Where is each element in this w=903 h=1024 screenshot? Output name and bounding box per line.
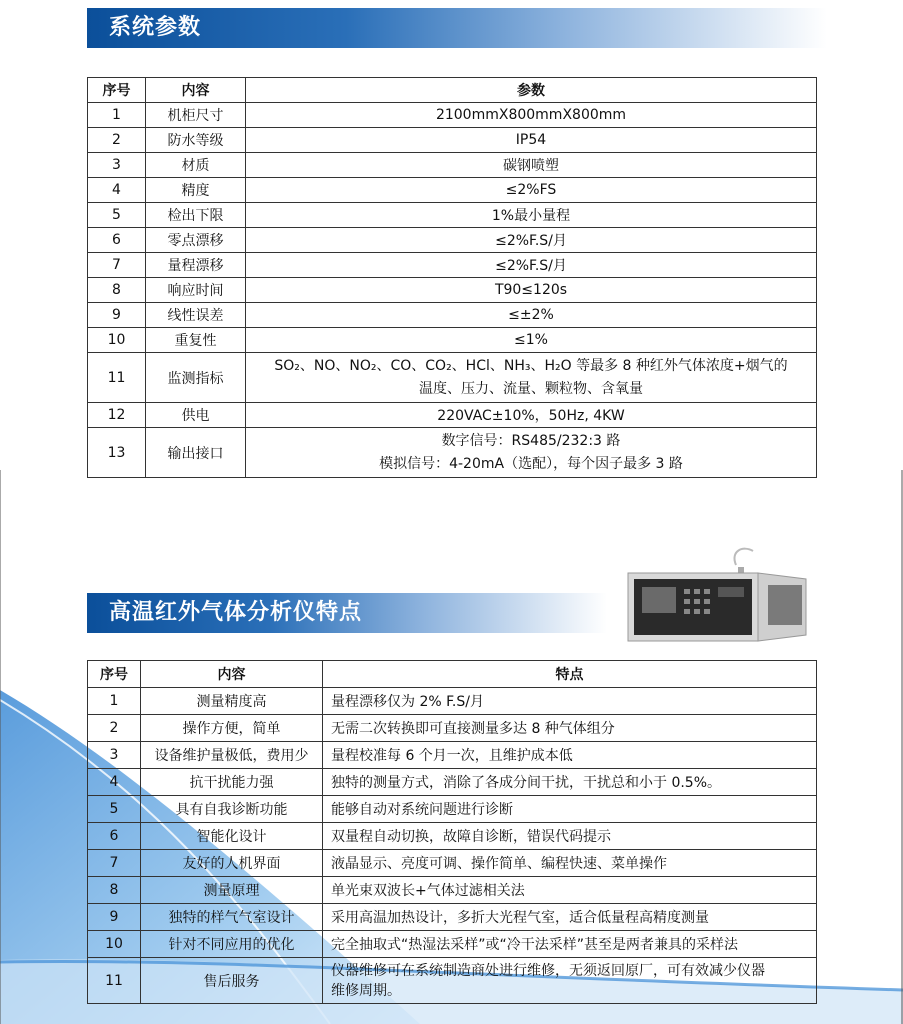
- row-item: 智能化设计: [141, 823, 323, 850]
- row-no: 2: [88, 128, 146, 153]
- row-value: ≤1%: [246, 328, 817, 353]
- row-item: 测量原理: [141, 877, 323, 904]
- row-value: ≤2%F.S/月: [246, 228, 817, 253]
- row-no: 5: [88, 796, 141, 823]
- row-value-line1: 数字信号：RS485/232:3 路: [441, 432, 621, 449]
- row-feature: 独特的测量方式，消除了各成分间干扰，干扰总和小于 0.5%。: [323, 769, 817, 796]
- row-feature: 能够自动对系统问题进行诊断: [323, 796, 817, 823]
- table-row: [88, 850, 817, 877]
- table-row: [88, 328, 817, 353]
- row-item: 测量精度高: [141, 688, 323, 715]
- table-row: [88, 742, 817, 769]
- row-feature: 量程校准每 6 个月一次，且维护成本低: [323, 742, 817, 769]
- row-feature: 无需二次转换即可直接测量多达 8 种气体组分: [323, 715, 817, 742]
- row-item: 友好的人机界面: [141, 850, 323, 877]
- header-item: 内容: [141, 661, 323, 688]
- table-row: [88, 428, 817, 478]
- row-feature: 采用高温加热设计，多折大光程气室，适合低量程高精度测量: [323, 904, 817, 931]
- row-item: 具有自我诊断功能: [141, 796, 323, 823]
- table-row: [88, 303, 817, 328]
- row-no: 6: [88, 228, 146, 253]
- table-row: [88, 253, 817, 278]
- row-feature: [323, 958, 817, 1004]
- row-value: T90≤120s: [246, 278, 817, 303]
- row-item: 设备维护量极低，费用少: [141, 742, 323, 769]
- row-item: 供电: [146, 403, 246, 428]
- row-no: 7: [88, 253, 146, 278]
- row-feature: 液晶显示、亮度可调、操作简单、编程快速、菜单操作: [323, 850, 817, 877]
- row-item: 量程漂移: [146, 253, 246, 278]
- table-row: [88, 153, 817, 178]
- table-row: [88, 769, 817, 796]
- row-item: 防水等级: [146, 128, 246, 153]
- row-value: 碳钢喷塑: [246, 153, 817, 178]
- row-no: 1: [88, 688, 141, 715]
- row-item: 线性误差: [146, 303, 246, 328]
- row-feature-line1: 仪器维修可在系统制造商处进行维修，无须返回原厂，可有效减少仪器: [331, 962, 765, 979]
- table-row: [88, 688, 817, 715]
- row-item: 售后服务: [141, 958, 323, 1004]
- row-no: 10: [88, 328, 146, 353]
- row-value: ≤2%F.S/月: [246, 253, 817, 278]
- row-item: 抗干扰能力强: [141, 769, 323, 796]
- table-row: [88, 278, 817, 303]
- section1-banner: [87, 8, 827, 48]
- row-no: 5: [88, 203, 146, 228]
- section2-banner: [87, 593, 607, 633]
- table-row: [88, 178, 817, 203]
- row-no: 3: [88, 153, 146, 178]
- row-item: 独特的样气气室设计: [141, 904, 323, 931]
- row-no: 7: [88, 850, 141, 877]
- row-no: 8: [88, 278, 146, 303]
- row-item: 针对不同应用的优化: [141, 931, 323, 958]
- row-item: 材质: [146, 153, 246, 178]
- row-item: 响应时间: [146, 278, 246, 303]
- row-value-line2: 模拟信号：4-20mA（选配），每个因子最多 3 路: [379, 455, 683, 472]
- row-feature: 量程漂移仅为 2% F.S/月: [323, 688, 817, 715]
- row-value: ≤2%FS: [246, 178, 817, 203]
- row-no: 12: [88, 403, 146, 428]
- row-feature: 双量程自动切换，故障自诊断，错误代码提示: [323, 823, 817, 850]
- table-row: [88, 796, 817, 823]
- table-row: [88, 823, 817, 850]
- table-row: [88, 203, 817, 228]
- analyzer-features-table: [87, 660, 817, 1004]
- row-no: 11: [88, 353, 146, 403]
- table-row: [88, 958, 817, 1004]
- table-row: [88, 715, 817, 742]
- row-no: 2: [88, 715, 141, 742]
- row-item: 输出接口: [146, 428, 246, 478]
- row-no: 11: [88, 958, 141, 1004]
- header-no: 序号: [88, 661, 141, 688]
- row-no: 3: [88, 742, 141, 769]
- row-no: 9: [88, 904, 141, 931]
- row-no: 9: [88, 303, 146, 328]
- system-parameters-table: [87, 77, 817, 478]
- row-no: 4: [88, 769, 141, 796]
- row-no: 13: [88, 428, 146, 478]
- row-no: 4: [88, 178, 146, 203]
- header-item: 内容: [146, 78, 246, 103]
- row-no: 6: [88, 823, 141, 850]
- table-row: [88, 931, 817, 958]
- row-no: 8: [88, 877, 141, 904]
- table-row: [88, 228, 817, 253]
- table-row: [88, 353, 817, 403]
- row-item: 操作方便，简单: [141, 715, 323, 742]
- row-no: 10: [88, 931, 141, 958]
- section2-title: 高温红外气体分析仪特点: [109, 600, 363, 625]
- row-feature: 完全抽取式“热湿法采样”或“冷干法采样”甚至是两者兼具的采样法: [323, 931, 817, 958]
- row-no: 1: [88, 103, 146, 128]
- header-value: 参数: [246, 78, 817, 103]
- row-feature-line2: 维修周期。: [331, 982, 401, 999]
- row-item: 监测指标: [146, 353, 246, 403]
- row-value: 1%最小量程: [246, 203, 817, 228]
- section1-title: 系统参数: [109, 15, 202, 40]
- row-item: 重复性: [146, 328, 246, 353]
- row-value: 2100mmX800mmX800mm: [246, 103, 817, 128]
- row-value-line2: 温度、压力、流量、颗粒物、含氧量: [419, 380, 643, 397]
- row-value: IP54: [246, 128, 817, 153]
- row-item: 检出下限: [146, 203, 246, 228]
- header-feature: 特点: [323, 661, 817, 688]
- row-value: 220VAC±10%，50Hz, 4KW: [246, 403, 817, 428]
- table-row: [88, 904, 817, 931]
- table-row: [88, 128, 817, 153]
- row-value: [246, 428, 817, 478]
- row-item: 零点漂移: [146, 228, 246, 253]
- row-value: ≤±2%: [246, 303, 817, 328]
- row-value: [246, 353, 817, 403]
- row-item: 精度: [146, 178, 246, 203]
- header-no: 序号: [88, 78, 146, 103]
- table-row: [88, 877, 817, 904]
- table-row: [88, 103, 817, 128]
- gas-analyzer-device-image: [618, 545, 818, 645]
- row-item: 机柜尺寸: [146, 103, 246, 128]
- row-value-line1: SO₂、NO、NO₂、CO、CO₂、HCl、NH₃、H₂O 等最多 8 种红外气体浓度+烟气的: [274, 357, 788, 374]
- table-row: [88, 403, 817, 428]
- row-feature: 单光束双波长+气体过滤相关法: [323, 877, 817, 904]
